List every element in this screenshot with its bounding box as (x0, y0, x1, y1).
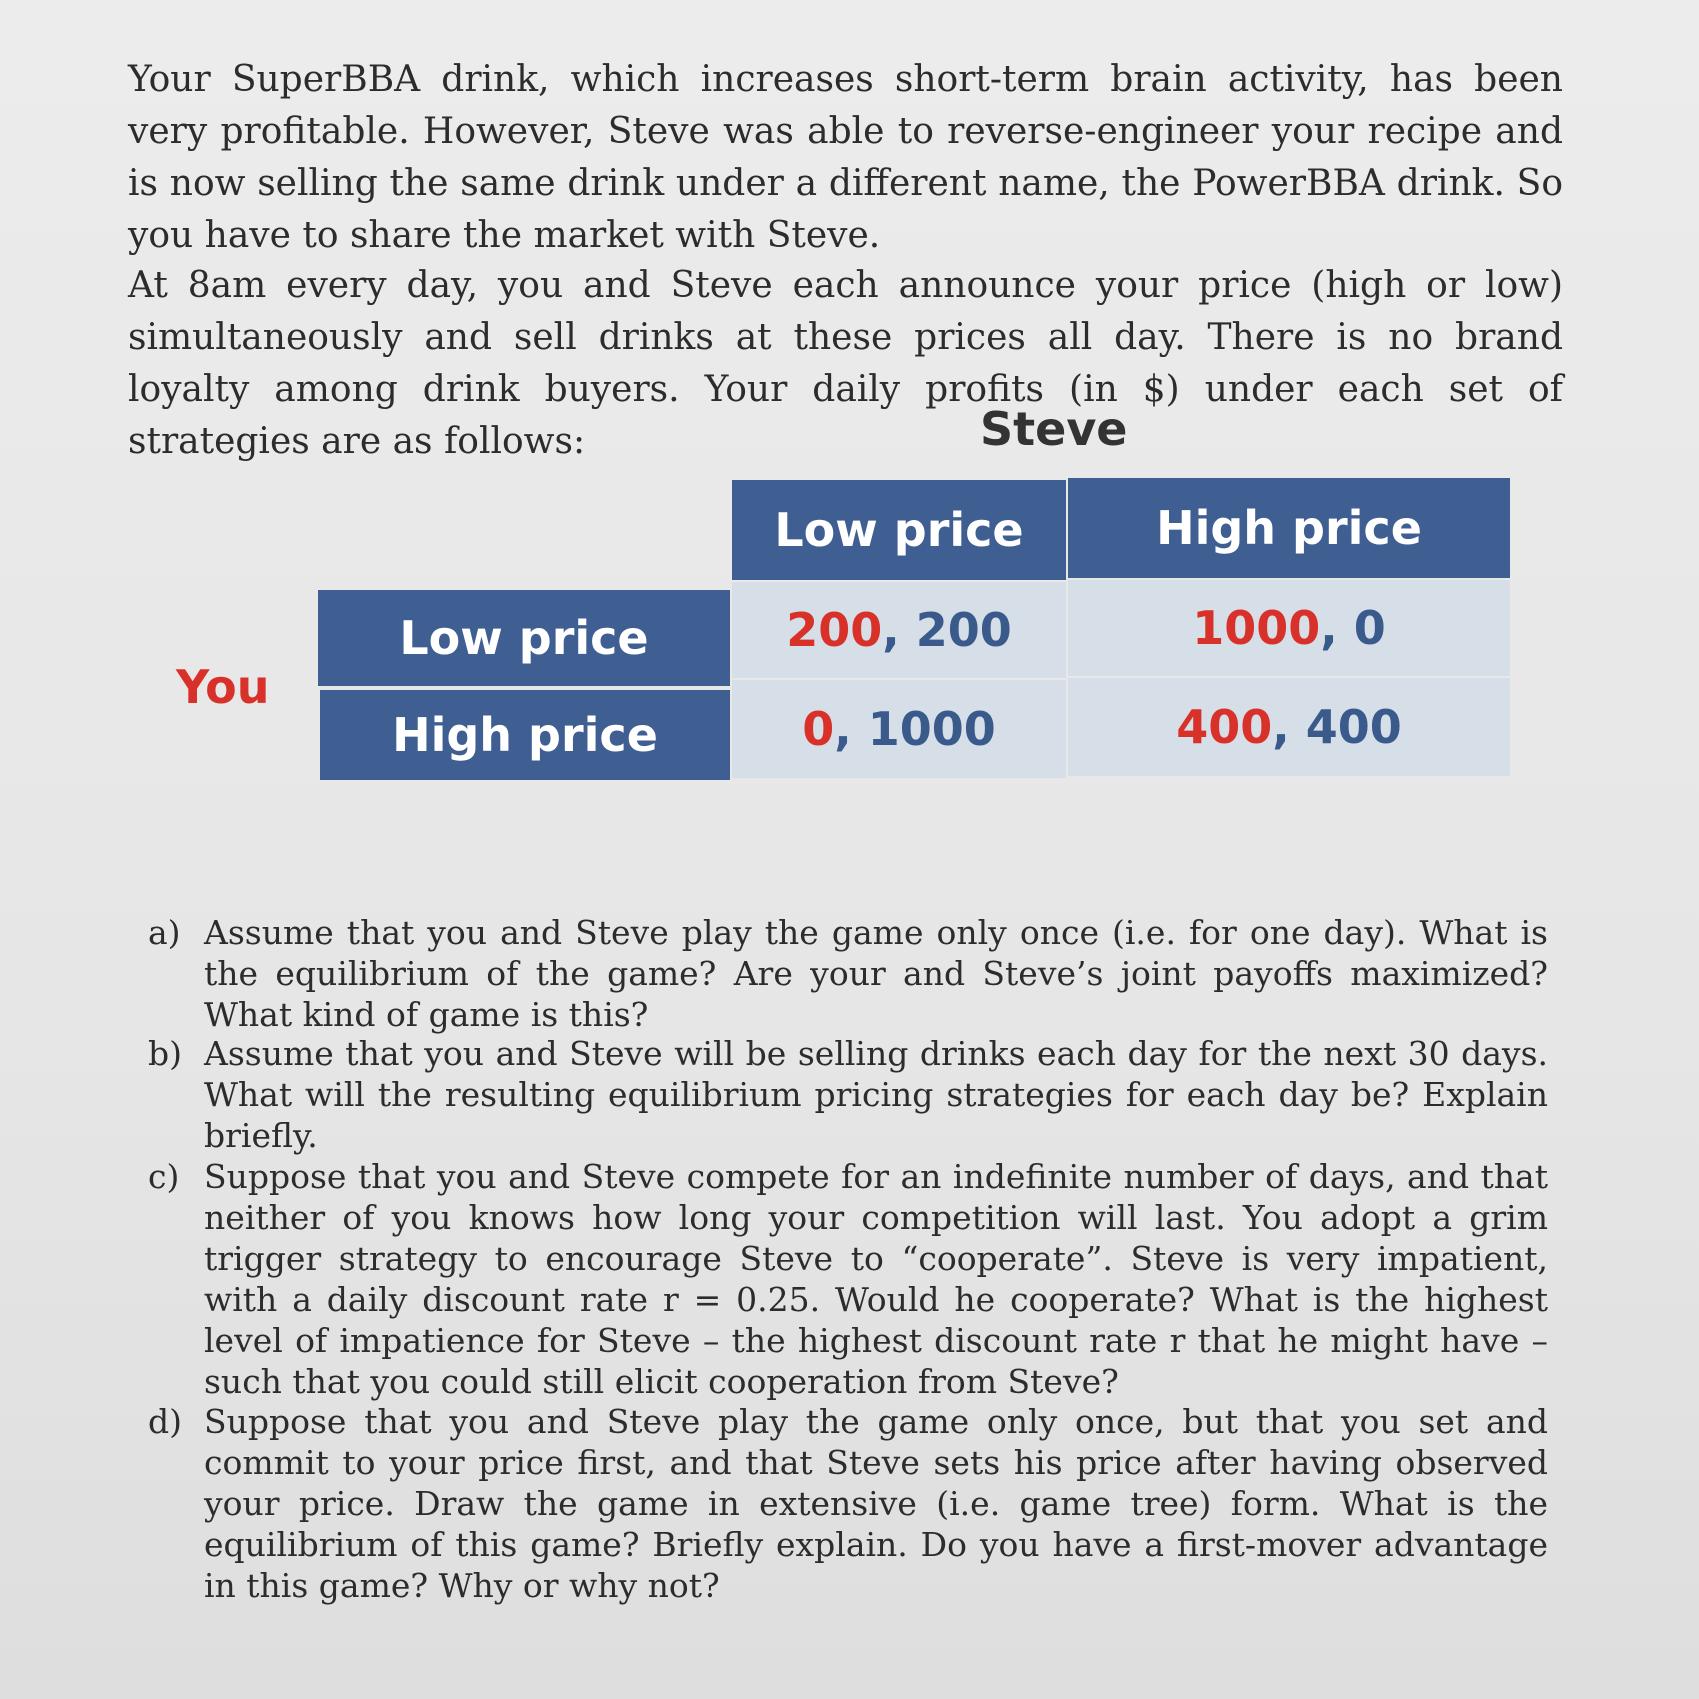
question-a (148, 912, 1548, 1035)
payoff-you: 400 (1176, 700, 1273, 754)
payoff-you: 1000 (1192, 601, 1321, 655)
question-label: d) (148, 1402, 182, 1441)
payoff-cell-high-high (1068, 678, 1510, 776)
payoff-you: 200 (786, 603, 883, 657)
payoff-separator: , (882, 603, 916, 657)
question-d (148, 1401, 1548, 1606)
question-text: Suppose that you and Steve compete for an indefinite number of days, and that neither of you knows how long your competition will last. You adopt a grim trigger strategy to encourage Steve to “cooperate”. Steve is very impatient, with a daily discount rate r = 0.25. Would he cooperate? What is the highest level of impatience for Steve – the highest discount rate r that he might have – such that you could still elicit cooperation from Steve? (204, 1157, 1548, 1401)
question-text: Suppose that you and Steve play the game only once, but that you set and commit to your price first, and that Steve sets his price after having observed your price. Draw the game in extensive (i.e. game tree) form. What is the equilibrium of this game? Briefly explain. Do you have a first-mover advantage in this game? Why or why not? (204, 1402, 1548, 1605)
intro-paragraph: Your SuperBBA drink, which increases short-term brain activity, has been very profitable. However, Steve was able to reverse-engineer your recipe and is now selling the same drink under a different name, the PowerBBA drink. So you have to share the market with Steve. (128, 59, 1563, 256)
column-header-low-price: Low price (732, 480, 1066, 580)
question-c (148, 1156, 1548, 1402)
question-text: Assume that you and Steve will be selling drinks each day for the next 30 days. What will the resulting equilibrium pricing strategies for each day be? Explain briefly. (204, 1034, 1548, 1155)
payoff-cell-low-high (1068, 580, 1510, 676)
payoff-cell-high-low (732, 680, 1066, 778)
row-header-high-price: High price (320, 690, 730, 780)
payoff-separator: , (834, 702, 868, 756)
payoff-you: 0 (802, 702, 835, 756)
payoff-separator: , (1320, 601, 1354, 655)
payoff-cell-low-low (732, 582, 1066, 678)
payoff-separator: , (1272, 700, 1306, 754)
setup-paragraph: At 8am every day, you and Steve each announce your price (high or low) simultaneously and sell drinks at these prices all day. There is no brand loyalty among drink buyers. Your daily profits (in $) under each set of strategies are as follows: (128, 265, 1563, 462)
question-label: a) (148, 913, 181, 952)
payoff-steve: 400 (1305, 700, 1402, 754)
question-text: Assume that you and Steve play the game only once (i.e. for one day). What is the equilibrium of the game? Are your and Steve’s joint payoffs maximized? What kind of game is this? (204, 913, 1548, 1034)
column-player-label: Steve (980, 402, 1128, 456)
question-label: b) (148, 1034, 182, 1073)
column-header-high-price: High price (1068, 478, 1510, 578)
row-player-label: You (176, 660, 270, 714)
question-label: c) (148, 1157, 180, 1196)
payoff-steve: 1000 (867, 702, 996, 756)
payoff-steve: 200 (915, 603, 1012, 657)
row-header-low-price: Low price (318, 590, 730, 686)
payoff-steve: 0 (1353, 601, 1386, 655)
question-b (148, 1033, 1548, 1156)
